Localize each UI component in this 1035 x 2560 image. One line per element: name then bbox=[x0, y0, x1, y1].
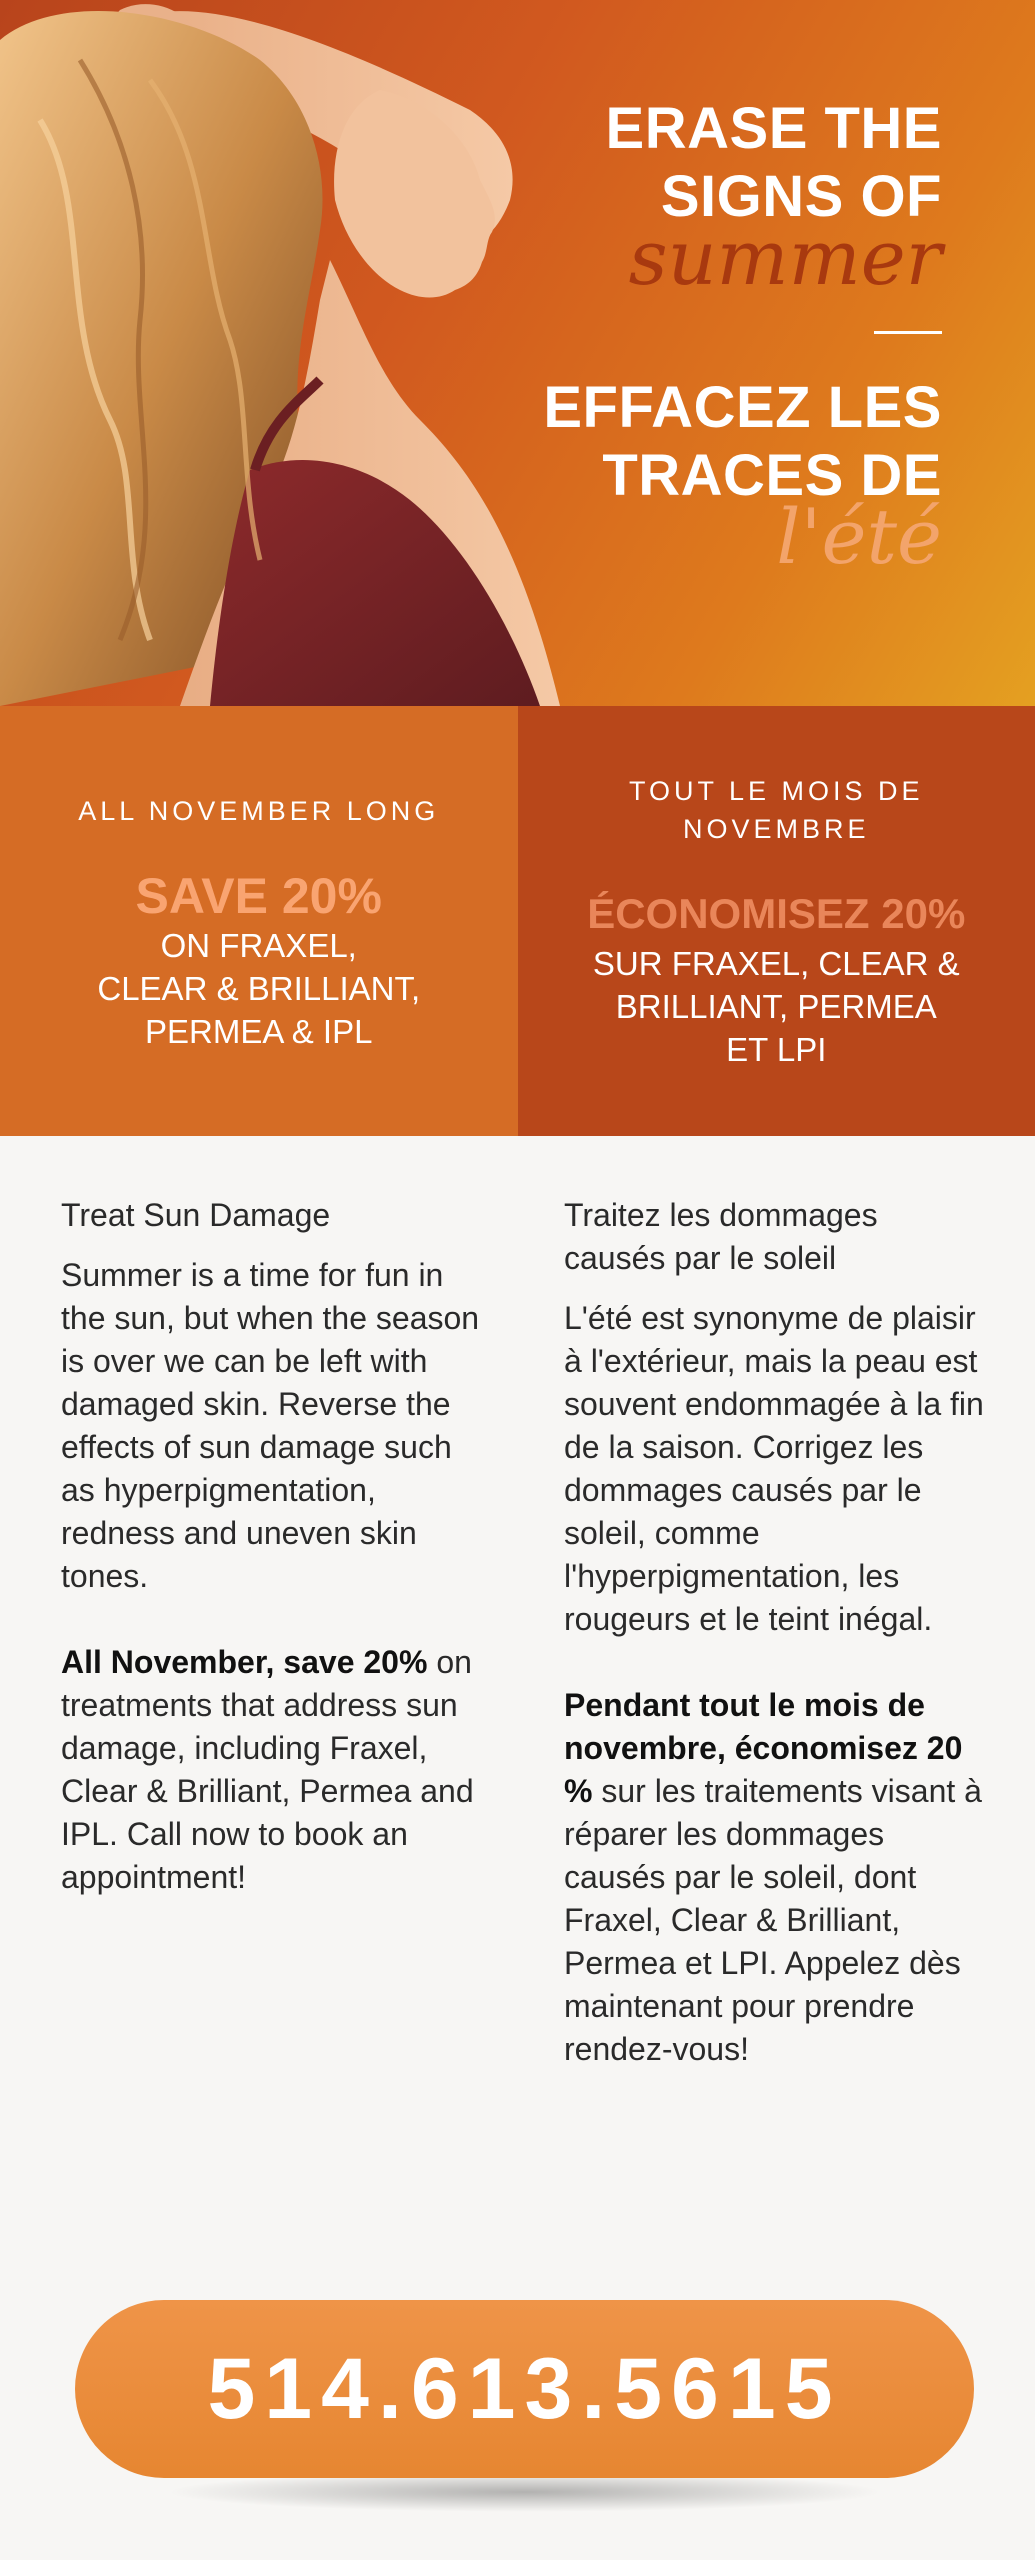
body-offer-fr bbox=[564, 1684, 984, 2071]
hero-headline bbox=[482, 95, 942, 581]
hero-headline-fr-line-2: TRACES DE bbox=[602, 443, 942, 508]
promo-desc-fr-line-2: BRILLIANT, PERMEA bbox=[615, 988, 937, 1025]
promo-eyebrow-fr-line-1: TOUT LE MOIS DE bbox=[628, 776, 924, 806]
promo-save-en: SAVE 20% bbox=[135, 868, 382, 924]
body-offer-en-text: on treatments that address sun damage, including Fraxel, Clear & Brilliant, Permea and IPL. Call now to book an appointment! bbox=[61, 1644, 474, 1895]
body-heading-en: Treat Sun Damage bbox=[61, 1197, 331, 1233]
promo-eyebrow-fr-line-2: NOVEMBRE bbox=[682, 814, 870, 844]
body-offer-en-bold: All November, save 20% bbox=[61, 1644, 428, 1680]
body-offer-fr-bold: Pendant tout le mois de novembre, économisez 20 % bbox=[564, 1687, 963, 1809]
hero-script-ete: l'été bbox=[776, 492, 942, 581]
promo-desc-en-line-3: PERMEA & IPL bbox=[145, 1013, 373, 1050]
promo-english bbox=[0, 706, 518, 1136]
body-paragraph-en: Summer is a time for fun in the sun, but when the season is over we can be left with damaged skin. Reverse the effects of sun damage such as hyperpigmentation, redness and uneven skin tones. bbox=[61, 1257, 480, 1594]
hero-headline-fr-line-1: EFFACEZ LES bbox=[543, 375, 942, 440]
hero-script-summer: summer bbox=[628, 213, 942, 302]
hero-headline-en-line-2: SIGNS OF bbox=[660, 164, 942, 229]
body-heading-fr: Traitez les dommages causés par le soleil bbox=[564, 1197, 878, 1276]
promo-desc-en-line-2: CLEAR & BRILLIANT, bbox=[97, 970, 421, 1007]
promo-desc-fr-line-1: SUR FRAXEL, CLEAR & bbox=[592, 945, 960, 982]
promo-desc-en-line-1: ON FRAXEL, bbox=[160, 927, 357, 964]
phone-cta-shadow bbox=[165, 2472, 884, 2512]
hero-headline-en-line-1: ERASE THE bbox=[605, 96, 942, 161]
body-column-french bbox=[564, 1194, 984, 2071]
hero-divider bbox=[874, 331, 942, 334]
promo-french bbox=[518, 706, 1035, 1136]
body-paragraph-fr: L'été est synonyme de plaisir à l'extérieur, mais la peau est souvent endommagée à la fin de la saison. Corrigez les dommages causés par le soleil, comme l'hyperpigmentation, les rougeurs et le teint inégal. bbox=[564, 1300, 984, 1637]
body-offer-en bbox=[61, 1641, 491, 1899]
promo-desc-fr-line-3: ET LPI bbox=[726, 1031, 827, 1068]
body-column-english bbox=[61, 1194, 491, 1899]
promo-band bbox=[0, 706, 1035, 1136]
promo-eyebrow-en: ALL NOVEMBER LONG bbox=[78, 796, 440, 826]
phone-cta-container bbox=[75, 2300, 974, 2478]
phone-call-button[interactable]: 514.613.5615 bbox=[75, 2300, 974, 2478]
promo-save-fr: ÉCONOMISEZ 20% bbox=[587, 890, 966, 937]
hero-banner bbox=[0, 0, 1035, 706]
body-offer-fr-text: sur les traitements visant à réparer les dommages causés par le soleil, dont Fraxel, Clear & Brilliant, Permea et LPI. Appelez dès maintenant pour prendre rendez-vous! bbox=[564, 1773, 982, 2067]
